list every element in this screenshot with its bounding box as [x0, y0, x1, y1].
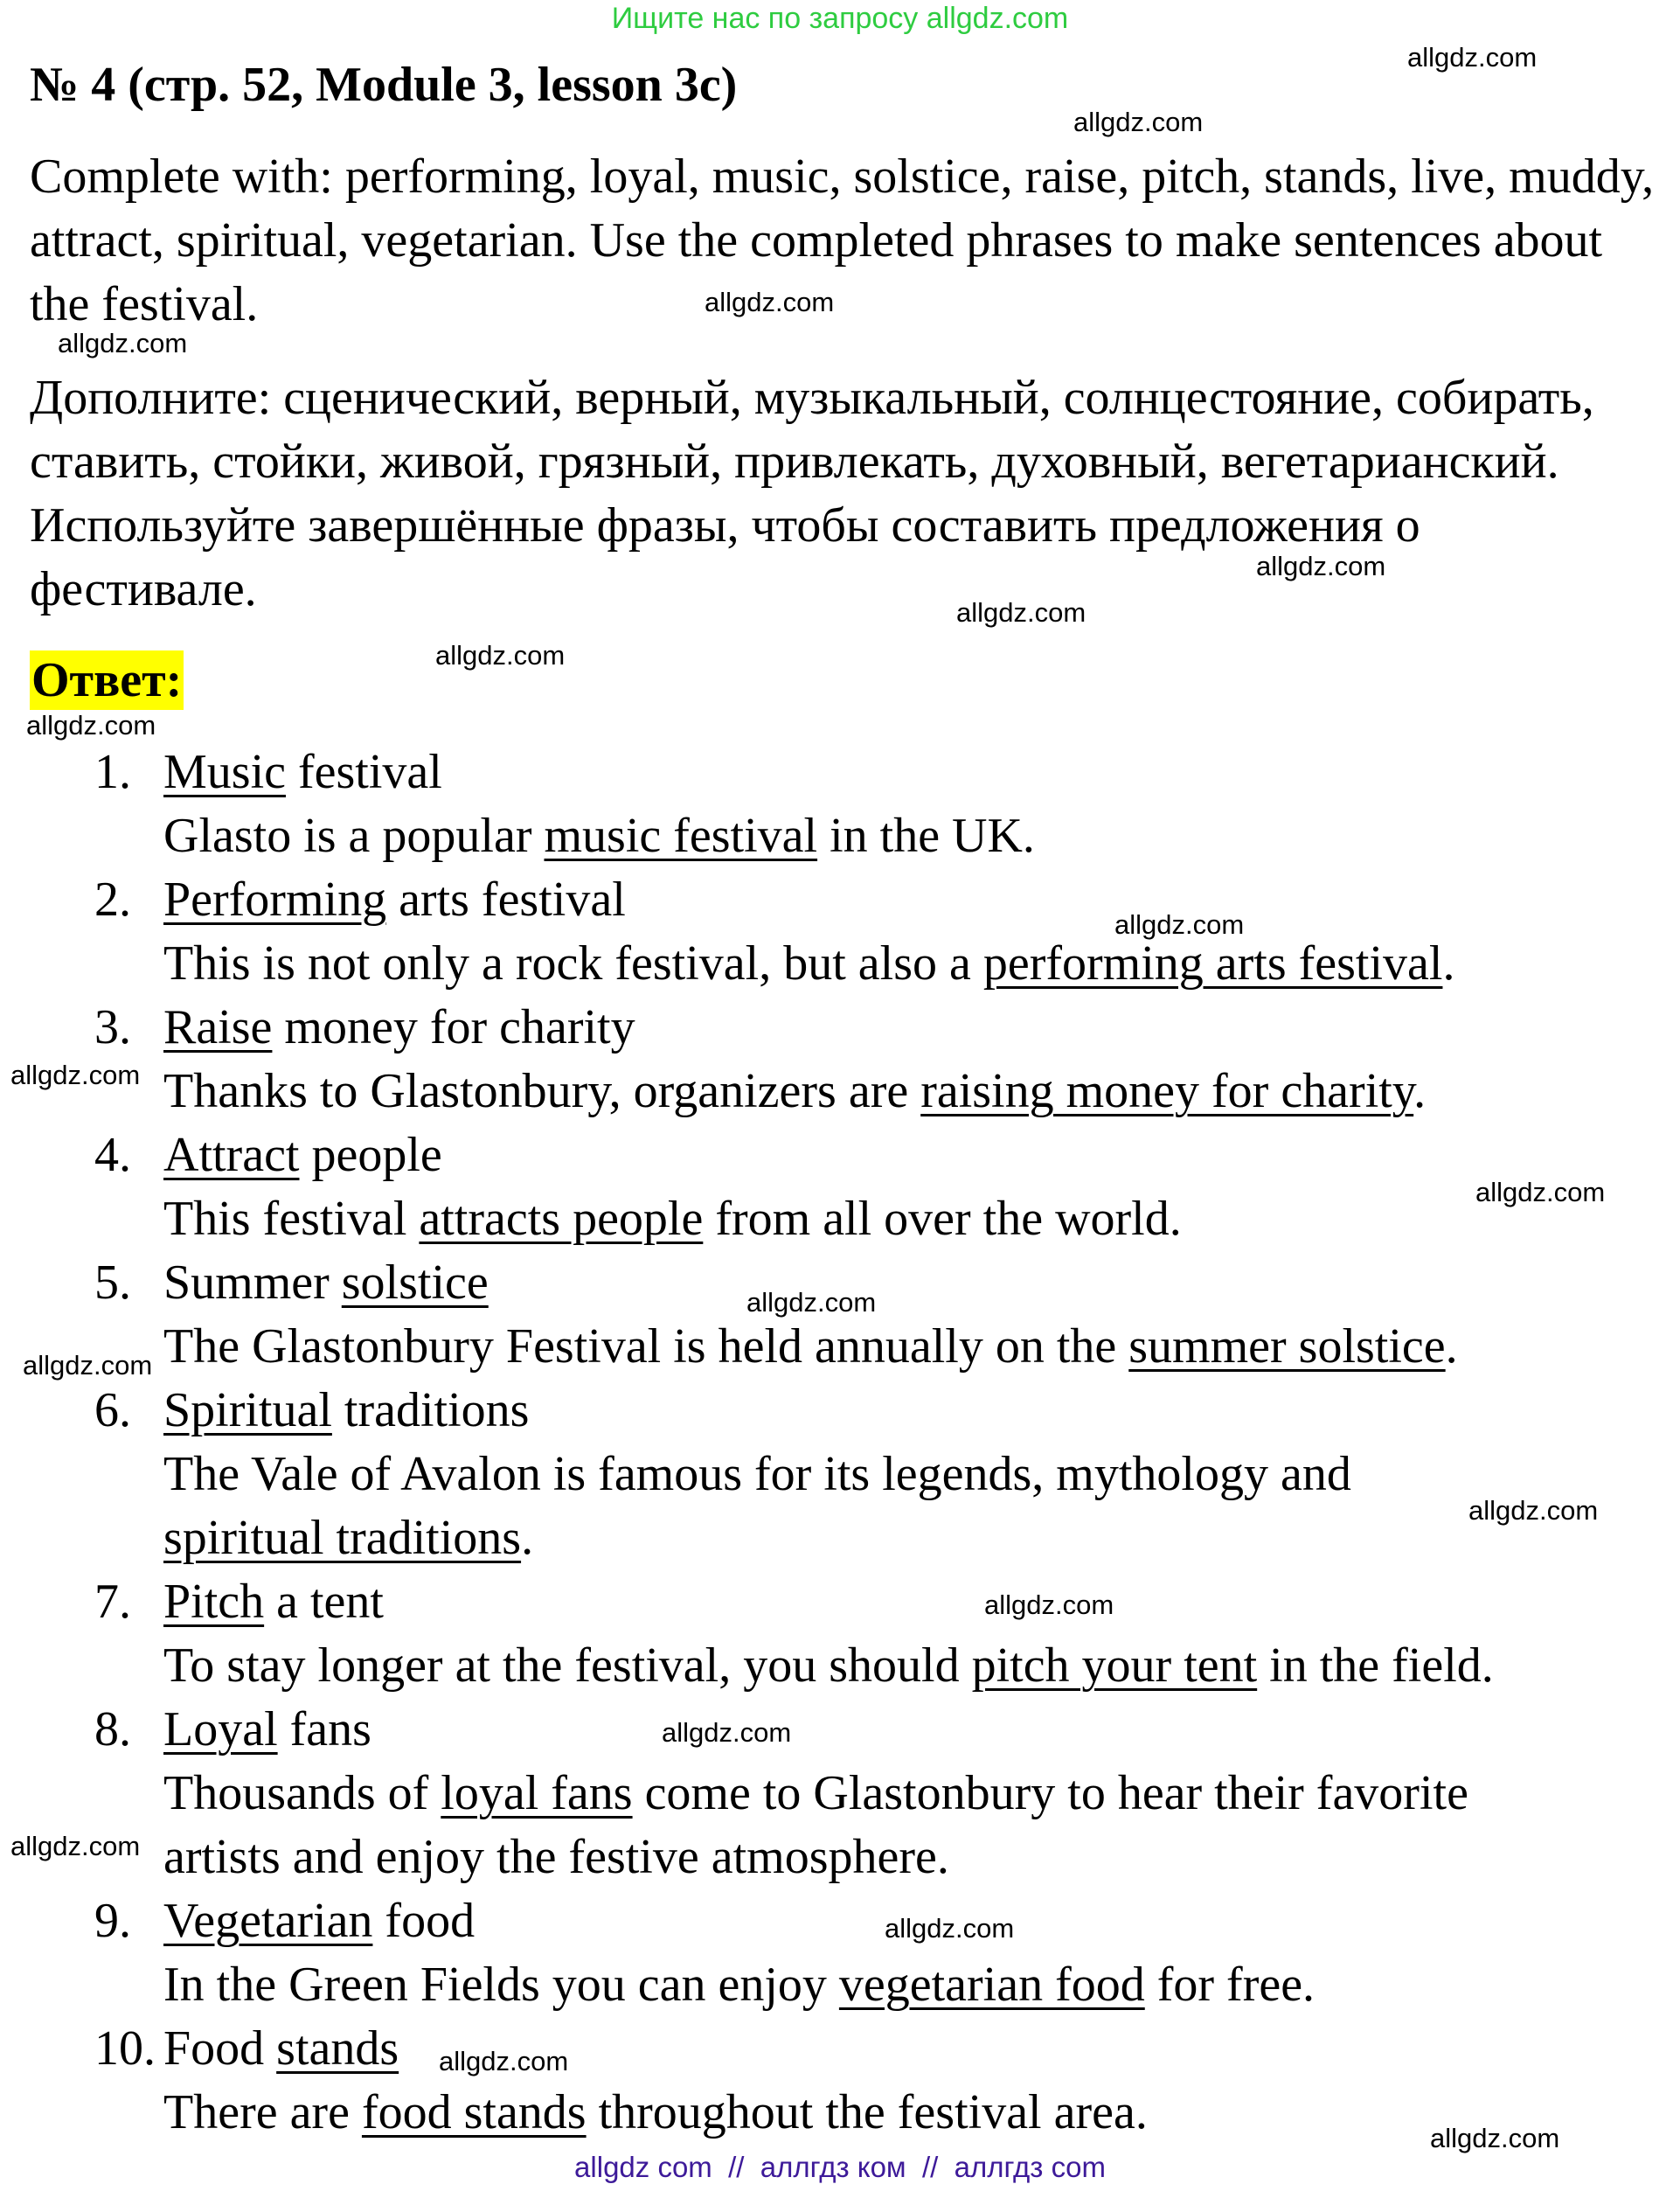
- answer-label: Ответ:: [30, 650, 184, 710]
- watermark: allgdz.com: [984, 1589, 1114, 1620]
- watermark: allgdz.com: [1430, 2123, 1560, 2153]
- item-sentence: The Vale of Avalon is famous for its legends, mythology and: [163, 1447, 1351, 1501]
- item-phrase: Food stands: [163, 2021, 399, 2076]
- item-phrase: Raise money for charity: [163, 1000, 635, 1054]
- page-title: № 4 (стр. 52, Module 3, lesson 3c): [30, 58, 738, 112]
- item-sentence: To stay longer at the festival, you should pitch your tent in the field.: [163, 1638, 1494, 1693]
- item-sentence: This festival attracts people from all over the world.: [163, 1192, 1182, 1246]
- item-sentence-cont: artists and enjoy the festive atmosphere.: [163, 1830, 949, 1884]
- item-phrase: Loyal fans: [163, 1702, 371, 1756]
- watermark: allgdz.com: [746, 1287, 877, 1318]
- item-number: 3.: [94, 1000, 131, 1054]
- item-number: 8.: [94, 1702, 131, 1756]
- watermark: allgdz.com: [1256, 551, 1386, 581]
- watermark: allgdz.com: [956, 597, 1086, 628]
- item-sentence-cont: spiritual traditions.: [163, 1511, 534, 1565]
- item-sentence: Thousands of loyal fans come to Glastonbury to hear their favorite: [163, 1766, 1468, 1820]
- footer-links: allgdz com // аллгдз ком // аллгдз com: [574, 2151, 1106, 2183]
- item-number: 9.: [94, 1894, 131, 1948]
- watermark: allgdz.com: [435, 640, 566, 671]
- watermark: allgdz.com: [885, 1913, 1015, 1944]
- watermark: allgdz.com: [1407, 42, 1538, 73]
- watermark: allgdz.com: [1475, 1177, 1606, 1207]
- watermark: allgdz.com: [662, 1717, 792, 1748]
- watermark: allgdz.com: [439, 2046, 569, 2076]
- item-number: 5.: [94, 1255, 131, 1310]
- item-number: 6.: [94, 1383, 131, 1437]
- watermark: allgdz.com: [26, 710, 156, 741]
- item-number: 4.: [94, 1128, 131, 1182]
- watermark: allgdz.com: [10, 1831, 141, 1861]
- watermark: allgdz.com: [1073, 107, 1204, 137]
- watermark: allgdz.com: [58, 328, 188, 358]
- item-phrase: Vegetarian food: [163, 1894, 476, 1948]
- watermark: allgdz.com: [23, 1350, 153, 1381]
- item-phrase: Spiritual traditions: [163, 1383, 530, 1437]
- item-sentence: This is not only a rock festival, but also a performing arts festival.: [163, 936, 1455, 991]
- task-russian: Дополните: сценический, верный, музыкальный, солнцестояние, собирать, ставить, стойки, живой, грязный, привлекать, духовный, вегетарианский. Используйте завершённые фразы, чтобы составить предложения о фестивале.: [30, 371, 1594, 616]
- item-phrase: Music festival: [163, 745, 442, 799]
- item-number: 1.: [94, 745, 131, 799]
- item-phrase: Performing arts festival: [163, 873, 626, 927]
- item-number: 2.: [94, 873, 131, 927]
- watermark: allgdz.com: [1114, 909, 1245, 940]
- watermark: allgdz.com: [705, 287, 835, 317]
- search-banner: Ищите нас по запросу allgdz.com: [611, 2, 1069, 35]
- item-sentence: The Glastonbury Festival is held annually on the summer solstice.: [163, 1319, 1458, 1374]
- watermark: allgdz.com: [10, 1060, 141, 1090]
- item-phrase: Pitch a tent: [163, 1575, 384, 1629]
- task-english: Complete with: performing, loyal, music, solstice, raise, pitch, stands, live, muddy, attract, spiritual, vegetarian. Use the completed phrases to make sentences about the festival.: [30, 150, 1655, 331]
- item-number: 10.: [94, 2021, 156, 2076]
- item-sentence: In the Green Fields you can enjoy vegetarian food for free.: [163, 1958, 1316, 2012]
- item-sentence: There are food stands throughout the festival area.: [163, 2085, 1148, 2139]
- item-phrase: Summer solstice: [163, 1255, 489, 1310]
- item-sentence: Thanks to Glastonbury, organizers are raising money for charity.: [163, 1064, 1427, 1118]
- item-number: 7.: [94, 1575, 131, 1629]
- item-sentence: Glasto is a popular music festival in the UK.: [163, 809, 1035, 863]
- item-phrase: Attract people: [163, 1128, 442, 1182]
- watermark: allgdz.com: [1468, 1495, 1599, 1526]
